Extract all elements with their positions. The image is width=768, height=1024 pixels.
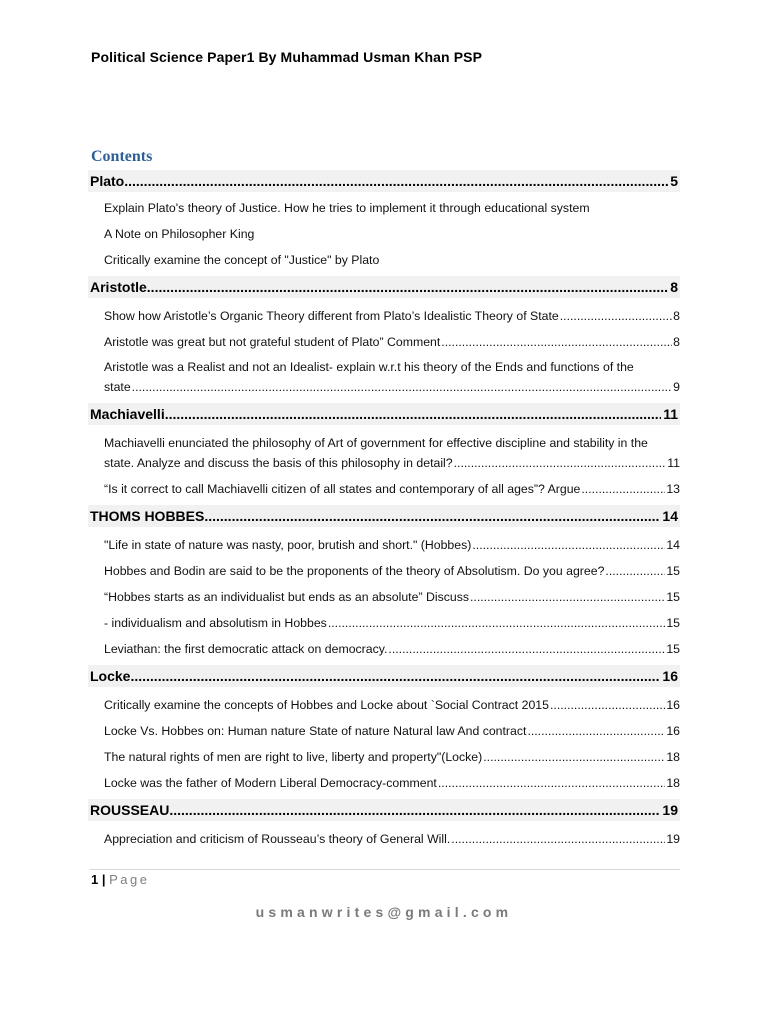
toc-entry-text: “Hobbes starts as an individualist but ends as an absolute” Discuss: [104, 590, 469, 604]
toc-entry[interactable]: [88, 721, 680, 741]
page-number: 1: [91, 872, 99, 887]
toc-leader-dots: [527, 721, 665, 741]
toc-section-label: Machiavelli: [90, 406, 165, 422]
toc-entry-page: 15: [666, 590, 680, 604]
toc-leader-dots: [470, 587, 665, 607]
toc-section-aristotle[interactable]: [88, 276, 680, 298]
toc-section-label: ROUSSEAU: [90, 802, 170, 818]
toc-leader-dots: [388, 639, 665, 659]
toc-leader-dots: [483, 747, 665, 767]
toc-leader-dots: [124, 173, 668, 189]
toc-entry[interactable]: [88, 332, 680, 352]
toc-entry-page: 8: [673, 335, 680, 349]
toc-entry[interactable]: [88, 773, 680, 793]
toc-entry-page: 16: [666, 724, 680, 738]
toc-entry[interactable]: [88, 695, 680, 715]
toc-section-page: 11: [663, 406, 678, 422]
footer-divider: [90, 869, 680, 870]
toc-entry-page: 15: [666, 616, 680, 630]
toc-leader-dots: [328, 613, 665, 633]
document-header-title: Political Science Paper1 By Muhammad Usman Khan PSP: [91, 49, 483, 65]
toc-leader-dots: [451, 829, 665, 849]
toc-entry[interactable]: [88, 561, 680, 581]
toc-entry[interactable]: [88, 747, 680, 767]
toc-entry-text: “Is it correct to call Machiavelli citizen of all states and contemporary of all ages”? Argue: [104, 482, 581, 496]
toc-entry-page: 11: [667, 456, 680, 470]
toc-leader-dots: [130, 668, 660, 684]
toc-entry[interactable]: [88, 829, 680, 849]
page-word: Page: [109, 872, 150, 887]
toc-leader-dots: [472, 535, 665, 555]
toc-leader-dots: [132, 377, 672, 397]
toc-entry[interactable]: [88, 357, 680, 397]
toc-leader-dots: [581, 479, 665, 499]
toc-entry[interactable]: [88, 224, 680, 244]
toc-section-page: 16: [662, 668, 678, 684]
toc-entry-text: Show how Aristotle’s Organic Theory different from Plato’s Idealistic Theory of State: [104, 309, 559, 323]
toc-entry[interactable]: [88, 639, 680, 659]
toc-entry-page: 18: [666, 750, 680, 764]
toc-entry-text: "Life in state of nature was nasty, poor, brutish and short." (Hobbes): [104, 538, 472, 552]
toc-entry-text-continued: state: [104, 380, 131, 394]
page-separator: |: [101, 872, 106, 887]
contents-heading: Contents: [91, 148, 153, 165]
toc-entry-page: 8: [673, 309, 680, 323]
email-footer: usmanwrites@gmail.com: [255, 904, 513, 920]
toc-section-label: Aristotle: [90, 279, 147, 295]
page-number-footer: [91, 872, 150, 887]
toc-leader-dots: [204, 508, 660, 524]
toc-entry-text: - individualism and absolutism in Hobbes: [104, 616, 327, 630]
toc-section-thoms-hobbes[interactable]: [88, 505, 680, 527]
toc-section-machiavelli[interactable]: [88, 403, 680, 425]
toc-section-page: 5: [670, 173, 678, 189]
toc-entry[interactable]: [88, 535, 680, 555]
toc-section-rousseau[interactable]: [88, 799, 680, 821]
toc-entry-text-continued: state. Analyze and discuss the basis of this philosophy in detail?: [104, 456, 453, 470]
toc-entry-text: Aristotle was great but not grateful student of Plato” Comment: [104, 335, 441, 349]
toc-entry-page: 16: [666, 698, 680, 712]
toc-entry-text: The natural rights of men are right to live, liberty and property"(Locke): [104, 750, 483, 764]
toc-entry-page: 9: [673, 380, 680, 394]
toc-entry[interactable]: [88, 433, 680, 473]
toc-entry-text: Locke Vs. Hobbes on: Human nature State of nature Natural law And contract: [104, 724, 527, 738]
toc-entry-text: Locke was the father of Modern Liberal Democracy-comment: [104, 776, 437, 790]
toc-section-page: 14: [662, 508, 678, 524]
toc-entry-text: Aristotle was a Realist and not an Idealist- explain w.r.t his theory of the Ends and functions of the: [104, 360, 634, 374]
toc-entry-text: Leviathan: the first democratic attack on democracy.: [104, 642, 388, 656]
toc-entry-page: 14: [666, 538, 680, 552]
toc-entry[interactable]: [88, 587, 680, 607]
toc-leader-dots: [454, 453, 667, 473]
toc-entry-page: 18: [666, 776, 680, 790]
toc-leader-dots: [560, 306, 672, 326]
toc-entry-text: Hobbes and Bodin are said to be the proponents of the theory of Absolutism. Do you agree?: [104, 564, 605, 578]
toc-leader-dots: [147, 279, 668, 295]
toc-entry-text: Explain Plato's theory of Justice. How he tries to implement it through educational system: [104, 201, 590, 215]
toc-leader-dots: [550, 695, 665, 715]
toc-section-page: 8: [670, 279, 678, 295]
toc-section-label: THOMS HOBBES: [90, 508, 205, 524]
toc-leader-dots: [605, 561, 665, 581]
toc-entry-text: Machiavelli enunciated the philosophy of Art of government for effective discipline and stability in the: [104, 436, 648, 450]
toc-entry-text: Appreciation and criticism of Rousseau’s theory of General Will.: [104, 832, 451, 846]
table-of-contents: [88, 170, 680, 849]
toc-leader-dots: [169, 802, 660, 818]
toc-section-label: Plato: [90, 173, 125, 189]
toc-section-plato[interactable]: [88, 170, 680, 192]
toc-entry-text: Critically examine the concept of "Justice" by Plato: [104, 253, 380, 267]
toc-entry[interactable]: [88, 250, 680, 270]
toc-leader-dots: [441, 332, 672, 352]
toc-leader-dots: [165, 406, 661, 422]
toc-section-locke[interactable]: [88, 665, 680, 687]
toc-entry[interactable]: [88, 198, 680, 218]
toc-entry[interactable]: [88, 479, 680, 499]
toc-entry-text: Critically examine the concepts of Hobbes and Locke about `Social Contract 2015: [104, 698, 549, 712]
toc-section-page: 19: [662, 802, 678, 818]
toc-entry-page: 19: [666, 832, 680, 846]
toc-leader-dots: [438, 773, 665, 793]
toc-entry[interactable]: [88, 613, 680, 633]
toc-entry[interactable]: [88, 306, 680, 326]
toc-section-label: Locke: [90, 668, 131, 684]
toc-entry-page: 15: [666, 642, 680, 656]
toc-entry-page: 15: [666, 564, 680, 578]
toc-entry-page: 13: [666, 482, 680, 496]
toc-entry-text: A Note on Philosopher King: [104, 227, 255, 241]
